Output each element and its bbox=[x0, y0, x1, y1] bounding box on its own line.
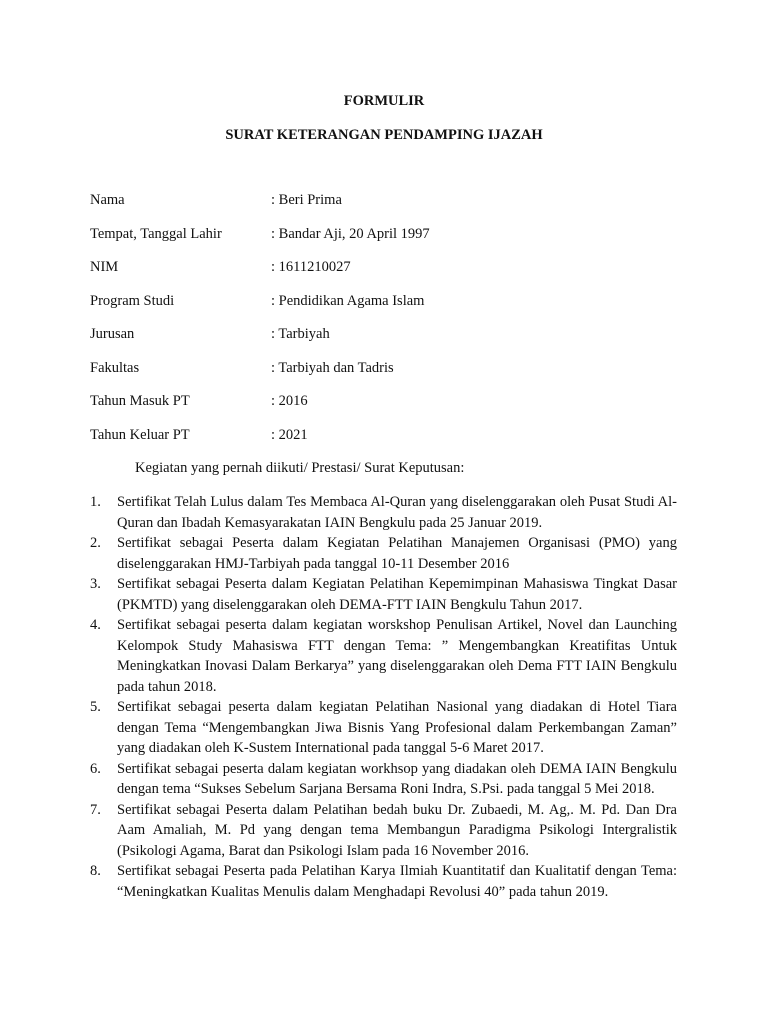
list-item bbox=[90, 800, 677, 862]
document-title: FORMULIR bbox=[343, 93, 425, 109]
field-value: : 2016 bbox=[271, 393, 308, 409]
item-text: Sertifikat sebagai Peserta dalam Pelatihan bedah buku Dr. Zubaedi, M. Ag,. M. Pd. Dan Dra Aam Amaliah, M. Pd yang dengan tema Membangun Paradigma Psikologi Intergralistik (Psikologi Agama, Barat dan Psikologi Islam pada 16 November 2016. bbox=[117, 801, 677, 859]
item-text: Sertifikat sebagai Peserta dalam Kegiatan Pelatihan Kepemimpinan Mahasiswa Tingkat Dasar (PKMTD) yang diselenggarakan oleh DEMA-FTT IAIN Bengkulu Tahun 2017. bbox=[117, 576, 677, 613]
field-value: : Pendidikan Agama Islam bbox=[271, 292, 425, 309]
item-number: 3. bbox=[90, 576, 101, 592]
list-item bbox=[90, 697, 677, 759]
list-item bbox=[90, 492, 677, 533]
field-value: : 1611210027 bbox=[271, 259, 351, 275]
item-text: Sertifikat Telah Lulus dalam Tes Membaca Al-Quran yang diselenggarakan oleh Pusat Studi Al-Quran dan Ibadah Kemasyarakatan IAIN Bengkulu pada 25 Januar 2019. bbox=[117, 494, 677, 531]
list-item bbox=[90, 574, 677, 615]
item-number: 5. bbox=[90, 699, 101, 715]
field-value: : Tarbiyah dan Tadris bbox=[271, 359, 394, 376]
field-label: Tahun Keluar PT bbox=[90, 426, 190, 443]
field-label: NIM bbox=[90, 259, 119, 275]
item-text: Sertifikat sebagai peserta dalam kegiatan worskshop Penulisan Artikel, Novel dan Launching Kelompok Study Mahasiswa FTT dengan Tema: ” Mengembangkan Kreatifitas Untuk Meningkatkan Inovasi Dalam Berkarya” yang diselenggarakan oleh Dema FTT IAIN Bengkulu pada tahun 2018. bbox=[117, 617, 677, 695]
item-number: 2. bbox=[90, 535, 101, 551]
item-text: Sertifikat sebagai Peserta pada Pelatihan Karya Ilmiah Kuantitatif dan Kualitatif dengan Tema: “Meningkatkan Kualitas Menulis dalam Menghadapi Revolusi 40” pada tahun 2019. bbox=[117, 863, 677, 900]
item-number: 8. bbox=[90, 863, 101, 879]
field-value: : Beri Prima bbox=[271, 192, 342, 208]
item-text: Sertifikat sebagai peserta dalam kegiatan workhsop yang diadakan oleh DEMA IAIN Bengkulu dengan tema “Sukses Sebelum Sarjana Bersama Roni Indra, S.Psi. pada tanggal 5 Mei 2018. bbox=[117, 760, 677, 797]
field-label: Program Studi bbox=[90, 292, 175, 309]
field-value: : Tarbiyah bbox=[271, 326, 330, 342]
activities-list bbox=[90, 492, 677, 902]
item-number: 7. bbox=[90, 801, 101, 818]
list-item bbox=[90, 533, 677, 574]
field-value: : Bandar Aji, 20 April 1997 bbox=[271, 225, 430, 242]
item-text: Sertifikat sebagai peserta dalam kegiatan Pelatihan Nasional yang diadakan di Hotel Tiara dengan Tema “Mengembangkan Jiwa Bisnis Yang Profesional dalam Perkembangan Zaman” yang diadakan oleh K-Sustem International pada tanggal 5-6 Maret 2017. bbox=[117, 699, 677, 756]
field-value: : 2021 bbox=[271, 426, 308, 443]
activities-intro: Kegiatan yang pernah diikuti/ Prestasi/ Surat Keputusan: bbox=[135, 460, 465, 476]
item-number: 6. bbox=[90, 760, 101, 777]
item-text: Sertifikat sebagai Peserta dalam Kegiatan Pelatihan Manajemen Organisasi (PMO) yang diselenggarakan HMJ-Tarbiyah pada tanggal 10-11 Desember 2016 bbox=[117, 535, 677, 572]
list-item bbox=[90, 861, 677, 902]
document-subtitle: SURAT KETERANGAN PENDAMPING IJAZAH bbox=[225, 127, 543, 143]
list-item bbox=[90, 615, 677, 697]
field-label: Tahun Masuk PT bbox=[90, 393, 190, 409]
list-item bbox=[90, 759, 677, 800]
field-label: Tempat, Tanggal Lahir bbox=[90, 225, 222, 242]
item-number: 4. bbox=[90, 617, 101, 633]
field-label: Fakultas bbox=[90, 359, 140, 376]
field-label: Nama bbox=[90, 192, 125, 208]
item-number: 1. bbox=[90, 494, 101, 510]
field-label: Jurusan bbox=[90, 326, 135, 342]
